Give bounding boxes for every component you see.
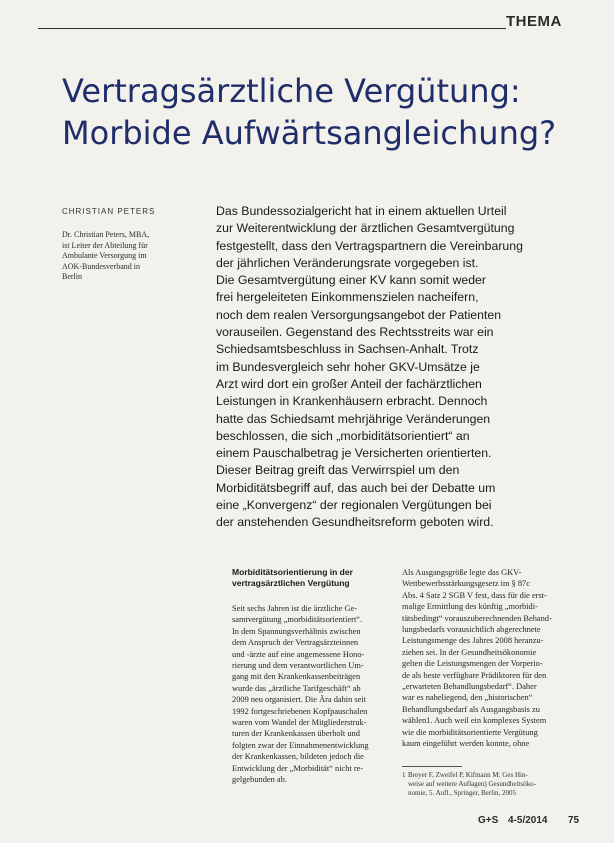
- body-line: samtvergütung „morbiditätsorientiert“.: [232, 615, 363, 625]
- footnote: [402, 771, 573, 798]
- section-heading-line: vertragsärztlichen Vergütung: [232, 578, 350, 588]
- article-title: [62, 70, 582, 154]
- body-column-right: [402, 567, 567, 750]
- body-line: dem Anspruch der Vertragsärzteinnen: [232, 638, 359, 648]
- body-line: folgten zwar der Einnahmenentwicklung: [232, 740, 369, 750]
- issue-number: 4-5/2014: [508, 815, 548, 826]
- author-bio-line: Berlin: [62, 272, 82, 281]
- lead-line: Schiedsamtsbeschluss in Sachsen-Anhalt. Trotz: [216, 342, 479, 357]
- body-line: gelten die Leistungsmengen der Vorperio-: [402, 659, 543, 669]
- body-line: turen der Krankenkassen überholt und: [232, 729, 360, 739]
- lead-line: Dieser Beitrag greift das Verwirrspiel um den: [216, 463, 460, 478]
- body-line: Behandlungsbedarf als Ausgangsbasis zu: [402, 704, 540, 714]
- body-line: gelgebunden ab.: [232, 775, 287, 785]
- body-line: Leistungsmenge des Jahres 2008 heranzu-: [402, 636, 544, 646]
- author-bio-line: ist Leiter der Abteilung für: [62, 240, 148, 250]
- body-line: wurde das „ärztliche Tarifgeschäft“ ab: [232, 683, 361, 693]
- body-line: rierung und dem verantwortlichen Um-: [232, 661, 364, 671]
- lead-line: Die Gesamtvergütung einer KV kann somit weder: [216, 273, 486, 288]
- body-line: und -ärzte auf eine angemessene Hono-: [232, 649, 365, 659]
- footnote-rule: [402, 766, 462, 767]
- page-number: 75: [568, 815, 580, 826]
- body-line: kaum eingeführt werden konnte, ohne: [402, 739, 530, 749]
- header-rule: [38, 28, 506, 29]
- lead-line: Morbiditätsbegriff auf, das auch bei der Debatte um: [216, 480, 496, 495]
- author-bio: [62, 230, 174, 283]
- lead-line: der jährlichen Veränderungsrate vorgegeben ist.: [216, 255, 479, 270]
- body-line: „erwarteten Behandlungsbedarf“. Daher: [402, 682, 537, 692]
- footnote-line: nomie, 5. Aufl., Springer, Berlin, 2005: [408, 789, 517, 797]
- body-column-left: [232, 603, 397, 786]
- body-line: waren vom Wandel der Mitgliederstruk-: [232, 718, 367, 728]
- lead-line: festgestellt, dass den Vertragspartnern die Vereinbarung: [216, 238, 523, 253]
- lead-line: noch dem realen Versorgungsangebot der Patienten: [216, 307, 502, 322]
- body-line: gang mit den Krankenkassenbeiträgen: [232, 672, 361, 682]
- body-line: lungsbedarfs vorausichtlich abgerechnete: [402, 625, 541, 635]
- body-line: wie die morbiditätsorientierte Vergütung: [402, 727, 538, 737]
- body-line: der Krankenkassen, bildeten jedoch die: [232, 752, 364, 762]
- lead-line: zur Weiterentwicklung der ärztlichen Gesamtvergütung: [216, 221, 515, 236]
- body-line: 1992 fortgeschriebenen Kopfpauschalen: [232, 706, 368, 716]
- lead-line: eine „Konvergenz“ der regionalen Vergütungen bei: [216, 498, 492, 513]
- body-line: war es naheliegend, den „historischen“: [402, 693, 533, 703]
- title-line: Vertragsärztliche Vergütung:: [62, 72, 521, 110]
- body-line: wählen1. Auch weil ein komplexes System: [402, 716, 547, 726]
- lead-paragraph: [216, 203, 556, 532]
- lead-line: vorauseilen. Gegenstand des Rechtsstreits war ein: [216, 325, 494, 340]
- body-line: 2009 neu organisiert. Die Ära dahin seit: [232, 695, 367, 705]
- body-line: Seit sechs Jahren ist die ärztliche Ge-: [232, 604, 358, 613]
- lead-line: frei hergeleiteten Einkommenszielen nacheifern,: [216, 290, 479, 305]
- body-line: ziehen sei. In der Gesundheitsökonomie: [402, 647, 537, 657]
- body-line: Wettbewerbsstärkungsgesetz im § 87c: [402, 579, 530, 589]
- lead-line: beschlossen, die sich „morbiditätsorientiert“ an: [216, 428, 470, 443]
- body-line: tätsbedingt“ vorauszuberechnenden Behand-: [402, 613, 552, 623]
- author-name: CHRISTIAN PETERS: [62, 207, 156, 216]
- footnote-number: 1: [402, 771, 406, 779]
- section-heading: [232, 567, 392, 589]
- body-line: In dem Spannungsverhältnis zwischen: [232, 626, 361, 636]
- lead-line: hatte das Schiedsamt mehrjährige Veränderungen: [216, 411, 491, 426]
- footnote-line: weise auf weitere Auflagen) Gesundheitsöko-: [408, 780, 536, 788]
- lead-line: Das Bundessozialgericht hat in einem aktuellen Urteil: [216, 204, 507, 218]
- title-line: Morbide Aufwärtsangleichung?: [62, 114, 557, 152]
- author-bio-line: AOK-Bundesverband in: [62, 261, 140, 271]
- body-line: Entwicklung der „Morbidität“ nicht re-: [232, 763, 364, 773]
- body-line: de als beste verfügbare Prädiktoren für den: [402, 670, 547, 680]
- section-label: THEMA: [506, 13, 562, 30]
- lead-line: im Bundesvergleich sehr hoher GKV-Umsätze je: [216, 359, 480, 374]
- lead-line: Arzt wird dort ein großer Anteil der fachärztlichen: [216, 376, 482, 391]
- lead-line: einem Pauschalbetrag je Versicherten orientierten.: [216, 446, 492, 461]
- section-heading-line: Morbiditätsorientierung in der: [232, 567, 353, 577]
- body-line: Als Ausgangsgröße legte das GKV-: [402, 568, 522, 577]
- footnote-line: Breyer F, Zweifel P, Kifmann M: Ges Hin-: [408, 771, 528, 779]
- journal-name: G+S: [478, 815, 499, 826]
- lead-line: Leistungen in Krankenhäusern erbracht. Dennoch: [216, 394, 488, 409]
- body-line: Abs. 4 Satz 2 SGB V fest, dass für die erst-: [402, 590, 547, 600]
- body-line: malige Ermittlung des künftig „morbidi-: [402, 602, 538, 612]
- lead-line: der anstehenden Gesundheitsreform geboten wird.: [216, 515, 494, 530]
- author-bio-line: Ambulante Versorgung im: [62, 251, 147, 260]
- author-bio-line: Dr. Christian Peters, MBA,: [62, 230, 150, 239]
